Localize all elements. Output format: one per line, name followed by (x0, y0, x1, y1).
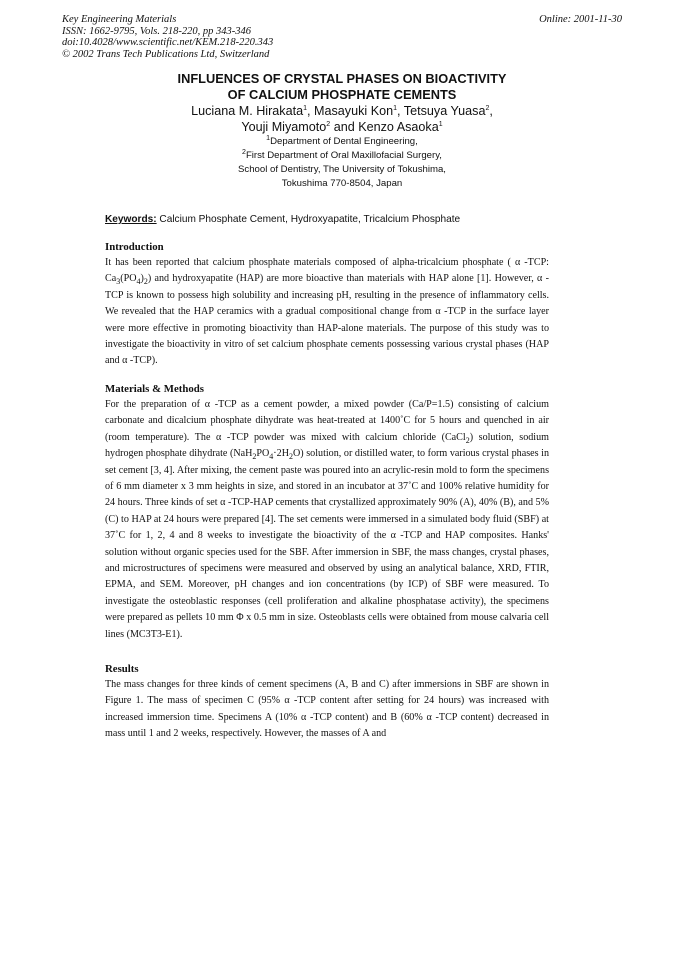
subscript: 2 (465, 435, 470, 445)
paper-title-line-2: OF CALCIUM PHOSPHATE CEMENTS (227, 87, 457, 102)
author-affiliation-mark: 1 (303, 104, 307, 112)
author-affiliation-mark: 1 (438, 120, 443, 128)
subscript: 4 (269, 452, 274, 462)
affiliation-mark: 1 (266, 134, 271, 142)
text-run: O) solution, or distilled water, to form various crystal phases in set cement [3, 4]. After mixing, the cement paste was poured into an acrylic-resin mold to form the specimens of 6 mm diameter x 3 mm heights in size, and stored in an incubator at 37˚C and 100% relative humidity for 24 hours. Three kinds of set α -TCP-HAP cements that crystallized approximately 90% (A), 40% (B), and 5% (C) to HAP at 24 hours were prepared [4]. The set cements were immersed in a simulated body fluid (SBF) at 37˚C for 1, 2, 4 and 8 weeks to investigate the bioactivity of the α -TCP and HAP composites. Hanks' solution without organic species used for the SBF. After immersion in SBF, the mass changes, crystal phases, and microstructures of specimens were measured and observed by using an analytical balance, XRD, FTIR, EPMA, and SEM. Moreover, pH changes and ion concentrations (by ICP) of SBF were measured. To investigate the osteoblastic responses (cell proliferation and alkaline phosphatase activity), the specimens were prepared as pellets 10 mm Φ x 0.5 mm in size. Osteoblasts cells were obtained from mouse calvaria cell lines (MC3T3-E1). (105, 448, 549, 640)
affiliation-4: Tokushima 770-8504, Japan (281, 178, 403, 189)
subscript: 2 (289, 452, 293, 462)
introduction-heading: Introduction (105, 241, 164, 253)
affiliation-text: First Department of Oral Maxillofacial Surgery, (245, 150, 442, 161)
publication-header (62, 14, 622, 60)
author-name: Kenzo Asaoka (358, 120, 439, 134)
affiliation-1 (62, 135, 622, 149)
journal-name: Key Engineering Materials (62, 14, 177, 25)
author-affiliation-mark: 2 (485, 104, 490, 112)
paper-title-line-1: INFLUENCES OF CRYSTAL PHASES ON BIOACTIVITY (177, 71, 507, 86)
affiliation-mark: 2 (242, 148, 246, 156)
affiliation-3: School of Dentistry, The University of Tokushima, (238, 164, 446, 175)
author-name: Youji Miyamoto (241, 120, 327, 134)
results-heading: Results (105, 663, 139, 675)
subscript: 2 (143, 277, 148, 287)
author-affiliation-mark: 1 (393, 104, 398, 112)
text-run: (PO (120, 273, 137, 285)
subscript: 2 (252, 452, 257, 462)
doi-line: doi:10.4028/www.scientific.net/KEM.218-220.343 (62, 37, 274, 48)
introduction-paragraph (105, 255, 549, 370)
text-run: ) and hydroxyapatite (HAP) are more bioactive than materials with HAP alone [1]. However, α -TCP is known to possess high solubility and increasing pH, resulting in the presence of inflammatory cells. We revealed that the HAP ceramics with a gradual compositional change from α -TCP in the surface layer were more effective in promoting bioactivity than HAP-alone materials. The purpose of this study was to investigate the bioactivity in vitro of set calcium phosphate cements possessing various crystal phases (HAP and α -TCP). (105, 273, 549, 367)
author-name: Tetsuya Yuasa (403, 104, 486, 118)
results-section (105, 661, 549, 743)
affiliation-2 (62, 149, 622, 163)
results-paragraph: The mass changes for three kinds of cement specimens (A, B and C) after immersions in SBF are shown in Figure 1. The mass of specimen C (95% α -TCP content after setting for 24 hours) was increased with increased immersion time. Specimens A (10% α -TCP content) and B (60% α -TCP content) decreased in mass until 1 and 2 weeks, respectively. However, the masses of A and (105, 679, 549, 740)
introduction-section (105, 239, 549, 370)
online-date: Online: 2001-11-30 (539, 14, 622, 25)
text-run: For the preparation of α -TCP as a cement powder, a mixed powder (Ca/P=1.5) consisting of calcium carbonate and dicalcium phosphate dihydrate was heat-treated at 1400˚C for 5 hours and quenched in air (room temperature). The α -TCP powder was mixed with calcium chloride (CaCl (105, 399, 549, 443)
author-name: Luciana M. Hirakata (191, 104, 304, 118)
title-block (62, 71, 622, 191)
copyright-line: © 2002 Trans Tech Publications Ltd, Switzerland (62, 48, 270, 60)
text-run: It has been reported that calcium phosphate materials composed of alpha-tricalcium phosphate ( α -TCP: Ca (105, 257, 549, 285)
methods-heading: Materials & Methods (105, 383, 204, 395)
methods-section (105, 381, 549, 643)
keywords-text: Calcium Phosphate Cement, Hydroxyapatite, Tricalcium Phosphate (156, 214, 461, 225)
subscript: 4 (136, 277, 141, 287)
issn-line: ISSN: 1662-9795, Vols. 218-220, pp 343-346 (62, 25, 251, 37)
affiliation-text: Department of Dental Engineering, (270, 136, 418, 147)
text-run: PO (256, 448, 270, 460)
subscript: 3 (116, 277, 121, 287)
text-run: ) (140, 273, 144, 285)
author-affiliation-mark: 2 (326, 120, 331, 128)
text-run: ) solution, sodium hydrogen phosphate dihydrate (NaH (105, 431, 550, 460)
text-run: ·2H (273, 448, 289, 460)
authors-line-2 (62, 119, 622, 135)
methods-paragraph (105, 397, 549, 643)
keywords-label: Keywords: (105, 214, 157, 225)
author-name: Masayuki Kon (314, 104, 394, 118)
authors-line-1: Luciana M. Hirakata$^1$, Masayuki Kon$^1$, Tetsuya Yuasa$^2$, (191, 104, 493, 118)
and-word: and (333, 120, 355, 134)
keywords (105, 213, 605, 226)
